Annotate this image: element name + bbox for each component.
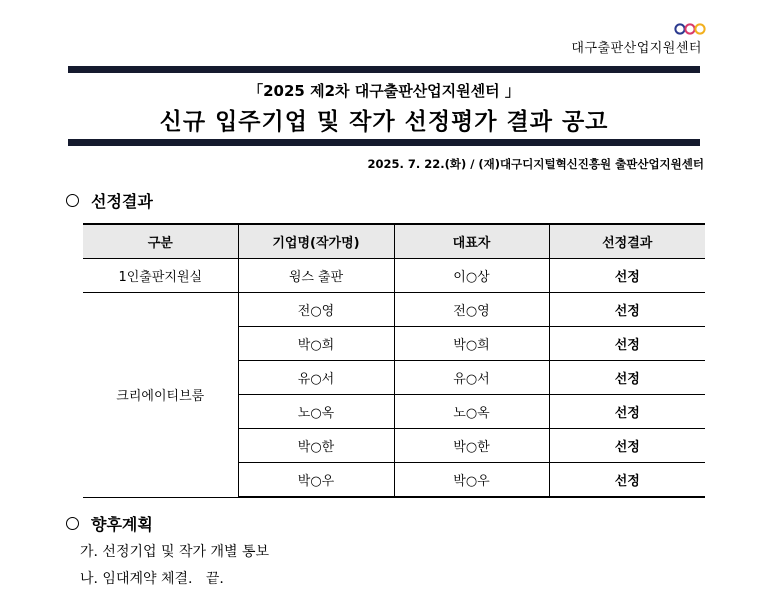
- top-divider: [68, 66, 700, 73]
- announcement-subtitle: 「2025 제2차 대구출판산업지원센터 」: [248, 82, 520, 100]
- results-section-heading: [66, 189, 153, 212]
- result-cell: 선정: [549, 361, 705, 395]
- representative-cell: 박○희: [394, 327, 549, 361]
- header-category: 구분: [83, 224, 238, 259]
- company-cell: 박○우: [238, 463, 394, 498]
- table-row: [83, 293, 705, 327]
- category-cell: 크리에이티브룸: [83, 293, 238, 498]
- company-cell: 박○희: [238, 327, 394, 361]
- representative-cell: 박○한: [394, 429, 549, 463]
- category-cell: 1인출판지원실: [83, 259, 238, 293]
- company-cell: 박○한: [238, 429, 394, 463]
- table-header-row: [83, 224, 705, 259]
- logo-ring-3: [695, 24, 704, 33]
- header-company: 기업명(작가명): [238, 224, 394, 259]
- logo-ring-2: [685, 24, 694, 33]
- announcement-title: 신규 입주기업 및 작가 선정평가 결과 공고: [159, 109, 609, 135]
- header-result: 선정결과: [549, 224, 705, 259]
- logo-ring-1: [675, 24, 684, 33]
- plan-item: 가. 선정기업 및 작가 개별 통보: [80, 544, 269, 560]
- company-cell: 윙스 출판: [238, 259, 394, 293]
- result-cell: 선정: [549, 429, 705, 463]
- header-representative: 대표자: [394, 224, 549, 259]
- org-name: 대구출판산업지원센터: [571, 41, 702, 56]
- circle-bullet-icon: [66, 517, 79, 530]
- result-cell: 선정: [549, 463, 705, 498]
- representative-cell: 유○서: [394, 361, 549, 395]
- results-table: [83, 223, 705, 498]
- plan-item: 나. 임대계약 체결. 끝.: [80, 571, 224, 587]
- org-logo-icon: [674, 22, 706, 36]
- result-cell: 선정: [549, 293, 705, 327]
- representative-cell: 노○옥: [394, 395, 549, 429]
- representative-cell: 박○우: [394, 463, 549, 498]
- date-issuer-line: 2025. 7. 22.(화) / (재)대구디지털혁신진흥원 출판산업지원센터: [367, 157, 704, 171]
- result-cell: 선정: [549, 395, 705, 429]
- result-cell: 선정: [549, 327, 705, 361]
- table-row: [83, 259, 705, 293]
- company-cell: 유○서: [238, 361, 394, 395]
- result-cell: 선정: [549, 259, 705, 293]
- plan-section-heading: [66, 512, 153, 535]
- circle-bullet-icon: [66, 194, 79, 207]
- results-section-title: 선정결과: [91, 192, 153, 211]
- plan-section-title: 향후계획: [91, 515, 153, 534]
- representative-cell: 전○영: [394, 293, 549, 327]
- bottom-divider: [68, 139, 700, 146]
- company-cell: 노○옥: [238, 395, 394, 429]
- company-cell: 전○영: [238, 293, 394, 327]
- representative-cell: 이○상: [394, 259, 549, 293]
